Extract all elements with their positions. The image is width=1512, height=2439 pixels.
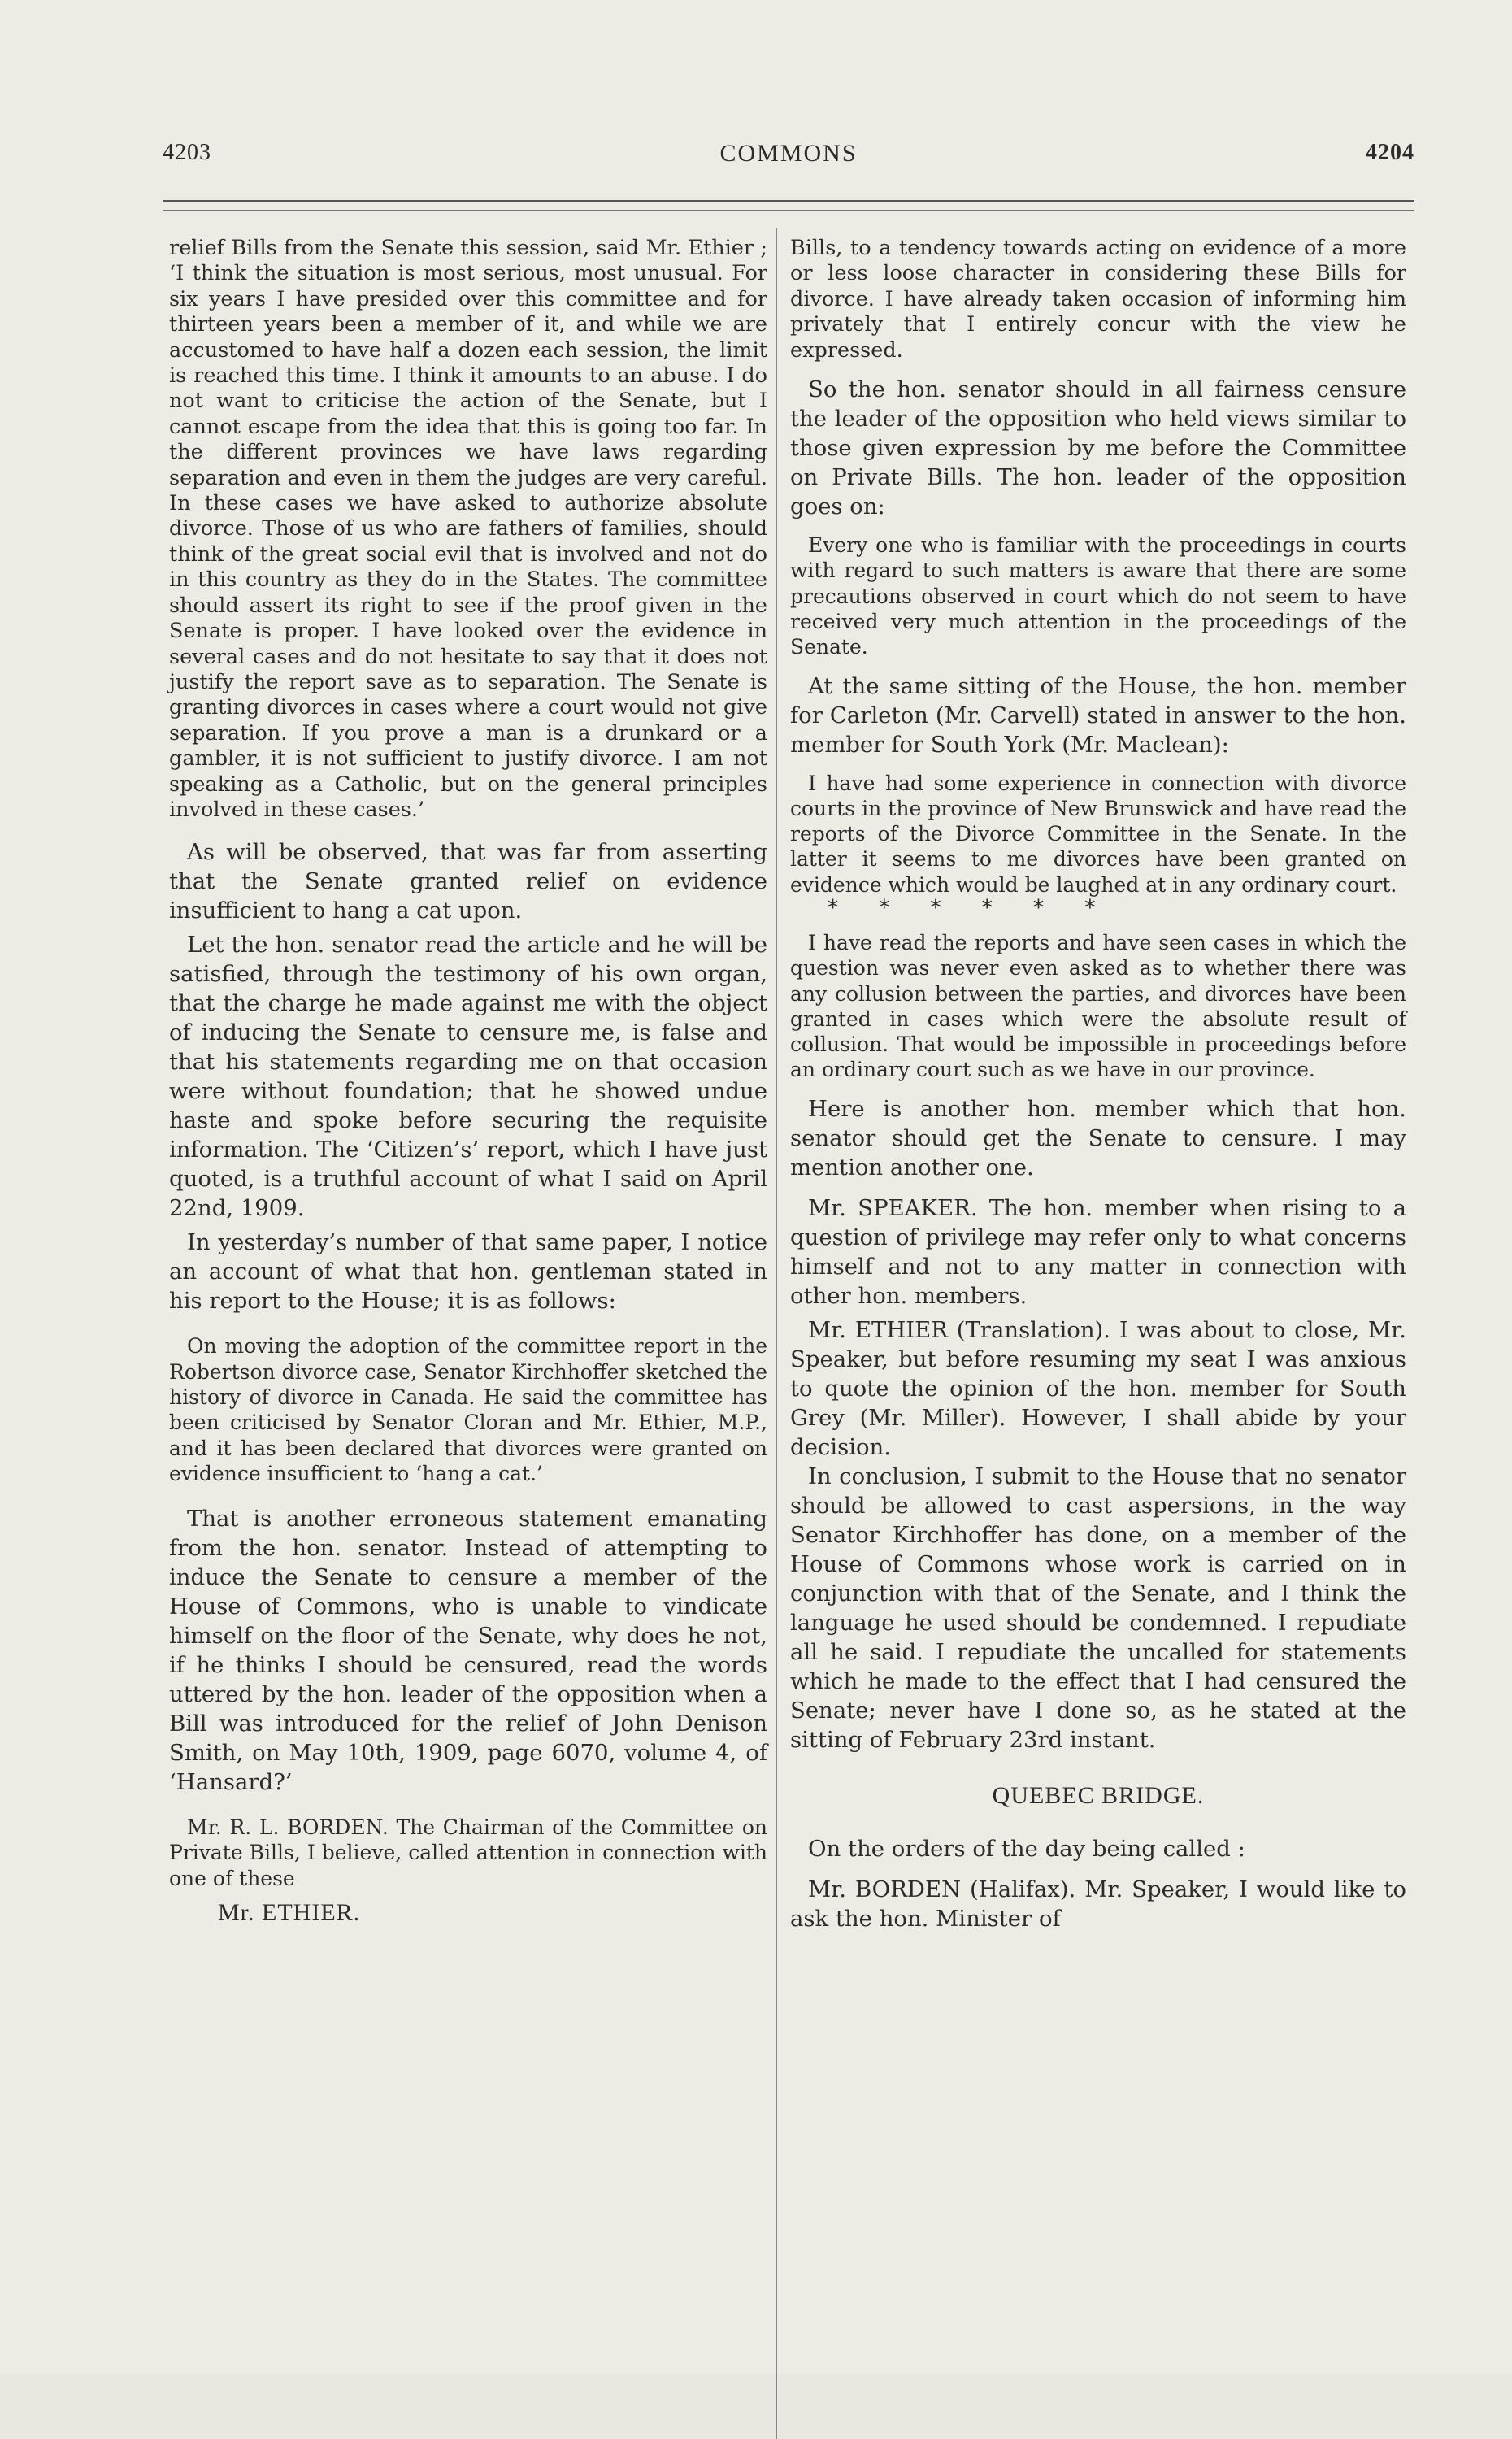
- paragraph: Let the hon. senator read the article and he will be satisfied, through the testimony of his own organ, that the charge he made against me with the object of inducing the Senate to censure me, is false and that his statements regarding me on that occasion were without foundation; that he showed undue haste and spoke before securing the requisite information. The ‘Citizen’s’ report, which I have just quoted, is a truthful account of what I said on April 22nd, 1909.: [169, 932, 767, 1222]
- left-column: [169, 236, 767, 1927]
- column-divider: [776, 228, 777, 2439]
- paragraph: In yesterday’s number of that same paper, I notice an account of what that hon. gentleman stated in his report to the House; it is as follows:: [169, 1229, 767, 1315]
- paragraph: Mr. SPEAKER. The hon. member when rising to a question of privilege may refer only to what concerns himself and not to any matter in connection with other hon. members.: [790, 1194, 1406, 1309]
- paragraph: Mr. ETHIER (Translation). I was about to close, Mr. Speaker, but before resuming my seat I was anxious to quote the opinion of the hon. member for South Grey (Mr. Miller). However, I shall abide by your decision.: [790, 1316, 1406, 1460]
- block-quote: Bills, to a tendency towards acting on evidence of a more or less loose character in considering these Bills for divorce. I have already taken occasion of informing him privately that I entirely concur with the view he expressed.: [790, 236, 1406, 363]
- page-number-right: 4204: [1366, 140, 1414, 165]
- paragraph: Mr. R. L. BORDEN. The Chairman of the Committee on Private Bills, I believe, called attention in connection with one of these: [169, 1815, 767, 1890]
- running-head: COMMONS: [719, 140, 858, 167]
- right-column: [790, 236, 1406, 1933]
- header-rule-thin: [163, 210, 1414, 211]
- block-quote: I have read the reports and have seen cases in which the question was never even asked as to whether there was any collusion between the parties, and divorces have been granted in cases which were the absolute result of collusion. That would be impossible in proceedings before an ordinary court such as we have in our province.: [790, 931, 1406, 1082]
- paragraph: As will be observed, that was far from asserting that the Senate granted relief on evidence insufficient to hang a cat upon.: [169, 839, 767, 924]
- paragraph: Here is another hon. member which that hon. senator should get the Senate to censure. I may mention another one.: [790, 1095, 1406, 1180]
- block-quote: I have had some experience in connection with divorce courts in the province of New Brunswick and have read the reports of the Divorce Committee in the Senate. In the latter it seems to me divorces have been granted on evidence which would be laughed at in any ordinary court.: [790, 771, 1406, 897]
- paragraph: At the same sitting of the House, the hon. member for Carleton (Mr. Carvell) stated in answer to the hon. member for South York (Mr. Maclean):: [790, 672, 1406, 758]
- paragraph: relief Bills from the Senate this session, said Mr. Ethier ; ‘I think the situation is most serious, most unusual. For six years I have presided over this committee and for thirteen years been a member of it, and while we are accustomed to have half a dozen each session, the limit is reached this time. I think it amounts to an abuse. I do not want to criticise the action of the Senate, but I cannot escape from the idea that this is going too far. In the different provinces we have laws regarding separation and even in them the judges are very careful. In these cases we have asked to authorize absolute divorce. Those of us who are fathers of families, should think of the great social evil that is involved and not do in this country as they do in the States. The committee should assert its right to see if the proof given in the Senate is proper. I have looked over the evidence in several cases and do not hesitate to say that it does not justify the report save as to separation. The Senate is granting divorces in cases where a court would not give separation. If you prove a man is a drunkard or a gambler, it is not sufficient to justify divorce. I am not speaking as a Catholic, but on the general principles involved in these cases.’: [169, 236, 767, 822]
- page-number-left: 4203: [163, 140, 211, 165]
- paragraph: In conclusion, I submit to the House that no senator should be allowed to cast aspersions, in the way Senator Kirchhoffer has done, on a member of the House of Commons whose work is carried on in conjunction with that of the Senate, and I think the language he used should be condemned. I repudiate all he said. I repudiate the uncalled for statements which he made to the effect that I had censured the Senate; never have I done so, as he stated at the sitting of February 23rd instant.: [790, 1463, 1406, 1753]
- paragraph: On the orders of the day being called :: [808, 1835, 1245, 1862]
- paragraph: Mr. BORDEN (Halifax). Mr. Speaker, I would like to ask the hon. Minister of: [790, 1876, 1406, 1932]
- paragraph: So the hon. senator should in all fairness censure the leader of the opposition who held views similar to those given expression by me before the Committee on Private Bills. The hon. leader of the opposition goes on:: [790, 376, 1406, 520]
- block-quote: On moving the adoption of the committee report in the Robertson divorce case, Senator Kirchhoffer sketched the history of divorce in Canada. He said the committee has been criticised by Senator Cloran and Mr. Ethier, M.P., and it has been declared that divorces were granted on evidence insufficient to ‘hang a cat.’: [169, 1334, 767, 1485]
- section-heading: QUEBEC BRIDGE.: [992, 1781, 1205, 1809]
- header-rule: [163, 200, 1414, 202]
- block-quote: Every one who is familiar with the proceedings in courts with regard to such matters is aware that there are some precautions observed in court which do not seem to have received very much attention in the proceedings of the Senate.: [790, 533, 1406, 659]
- speaker-footer: Mr. ETHIER.: [218, 1899, 361, 1927]
- ellipsis-stars: * * * * * *: [828, 896, 1096, 920]
- page-header: [163, 140, 1414, 180]
- paragraph: That is another erroneous statement emanating from the hon. senator. Instead of attempting to induce the Senate to censure a member of the House of Commons, who is unable to vindicate himself on the floor of the Senate, why does he not, if he thinks I should be censured, read the words uttered by the hon. leader of the opposition when a Bill was introduced for the relief of John Denison Smith, on May 10th, 1909, page 6070, volume 4, of ‘Hansard?’: [169, 1506, 767, 1796]
